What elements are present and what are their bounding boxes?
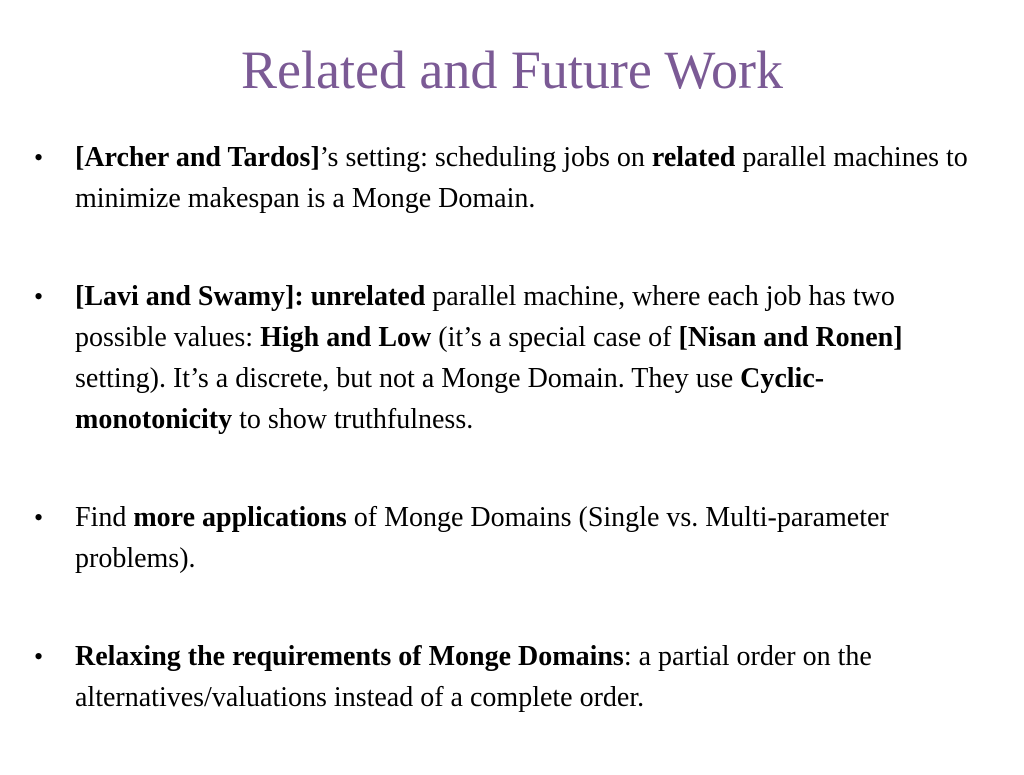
bullet-marker: •	[34, 642, 44, 671]
bold-text: more applications	[133, 502, 347, 533]
body-text: : a partial order on the alternatives/valuations instead of a complete order.	[75, 641, 872, 713]
bullet-marker: •	[34, 503, 44, 532]
bullet-marker: •	[34, 143, 44, 172]
bold-text: Relaxing the requirements of Monge Domains	[75, 641, 624, 672]
bold-text: [Archer and Tardos]	[75, 142, 320, 173]
bullet-marker: •	[34, 282, 44, 311]
body-text: parallel machine, where each job has two possible values:	[75, 281, 895, 353]
body-text: to show truthfulness.	[232, 404, 474, 435]
bullet-list	[34, 137, 974, 775]
slide-title: Related and Future Work	[240, 40, 784, 100]
bold-text: [Lavi and Swamy]: unrelated	[75, 281, 426, 312]
body-text: Find	[75, 502, 134, 533]
bullet-item	[34, 636, 974, 718]
bullet-item	[34, 276, 974, 440]
bold-text: High and Low	[260, 322, 432, 353]
bold-text: related	[651, 142, 736, 173]
body-text: (it’s a special case of	[431, 322, 679, 353]
body-text: parallel machines to minimize makespan is a Monge Domain.	[75, 142, 968, 214]
bold-text: [Nisan and Ronen]	[678, 322, 903, 353]
body-text: ’s setting: scheduling jobs on	[319, 142, 652, 173]
body-text: of Monge Domains (Single vs. Multi-parameter problems).	[75, 502, 889, 574]
bullet-item	[34, 137, 974, 219]
bullet-item	[34, 497, 974, 579]
body-text: setting). It’s a discrete, but not a Monge Domain. They use	[75, 363, 741, 394]
bold-text: Cyclic-monotonicity	[75, 363, 825, 435]
